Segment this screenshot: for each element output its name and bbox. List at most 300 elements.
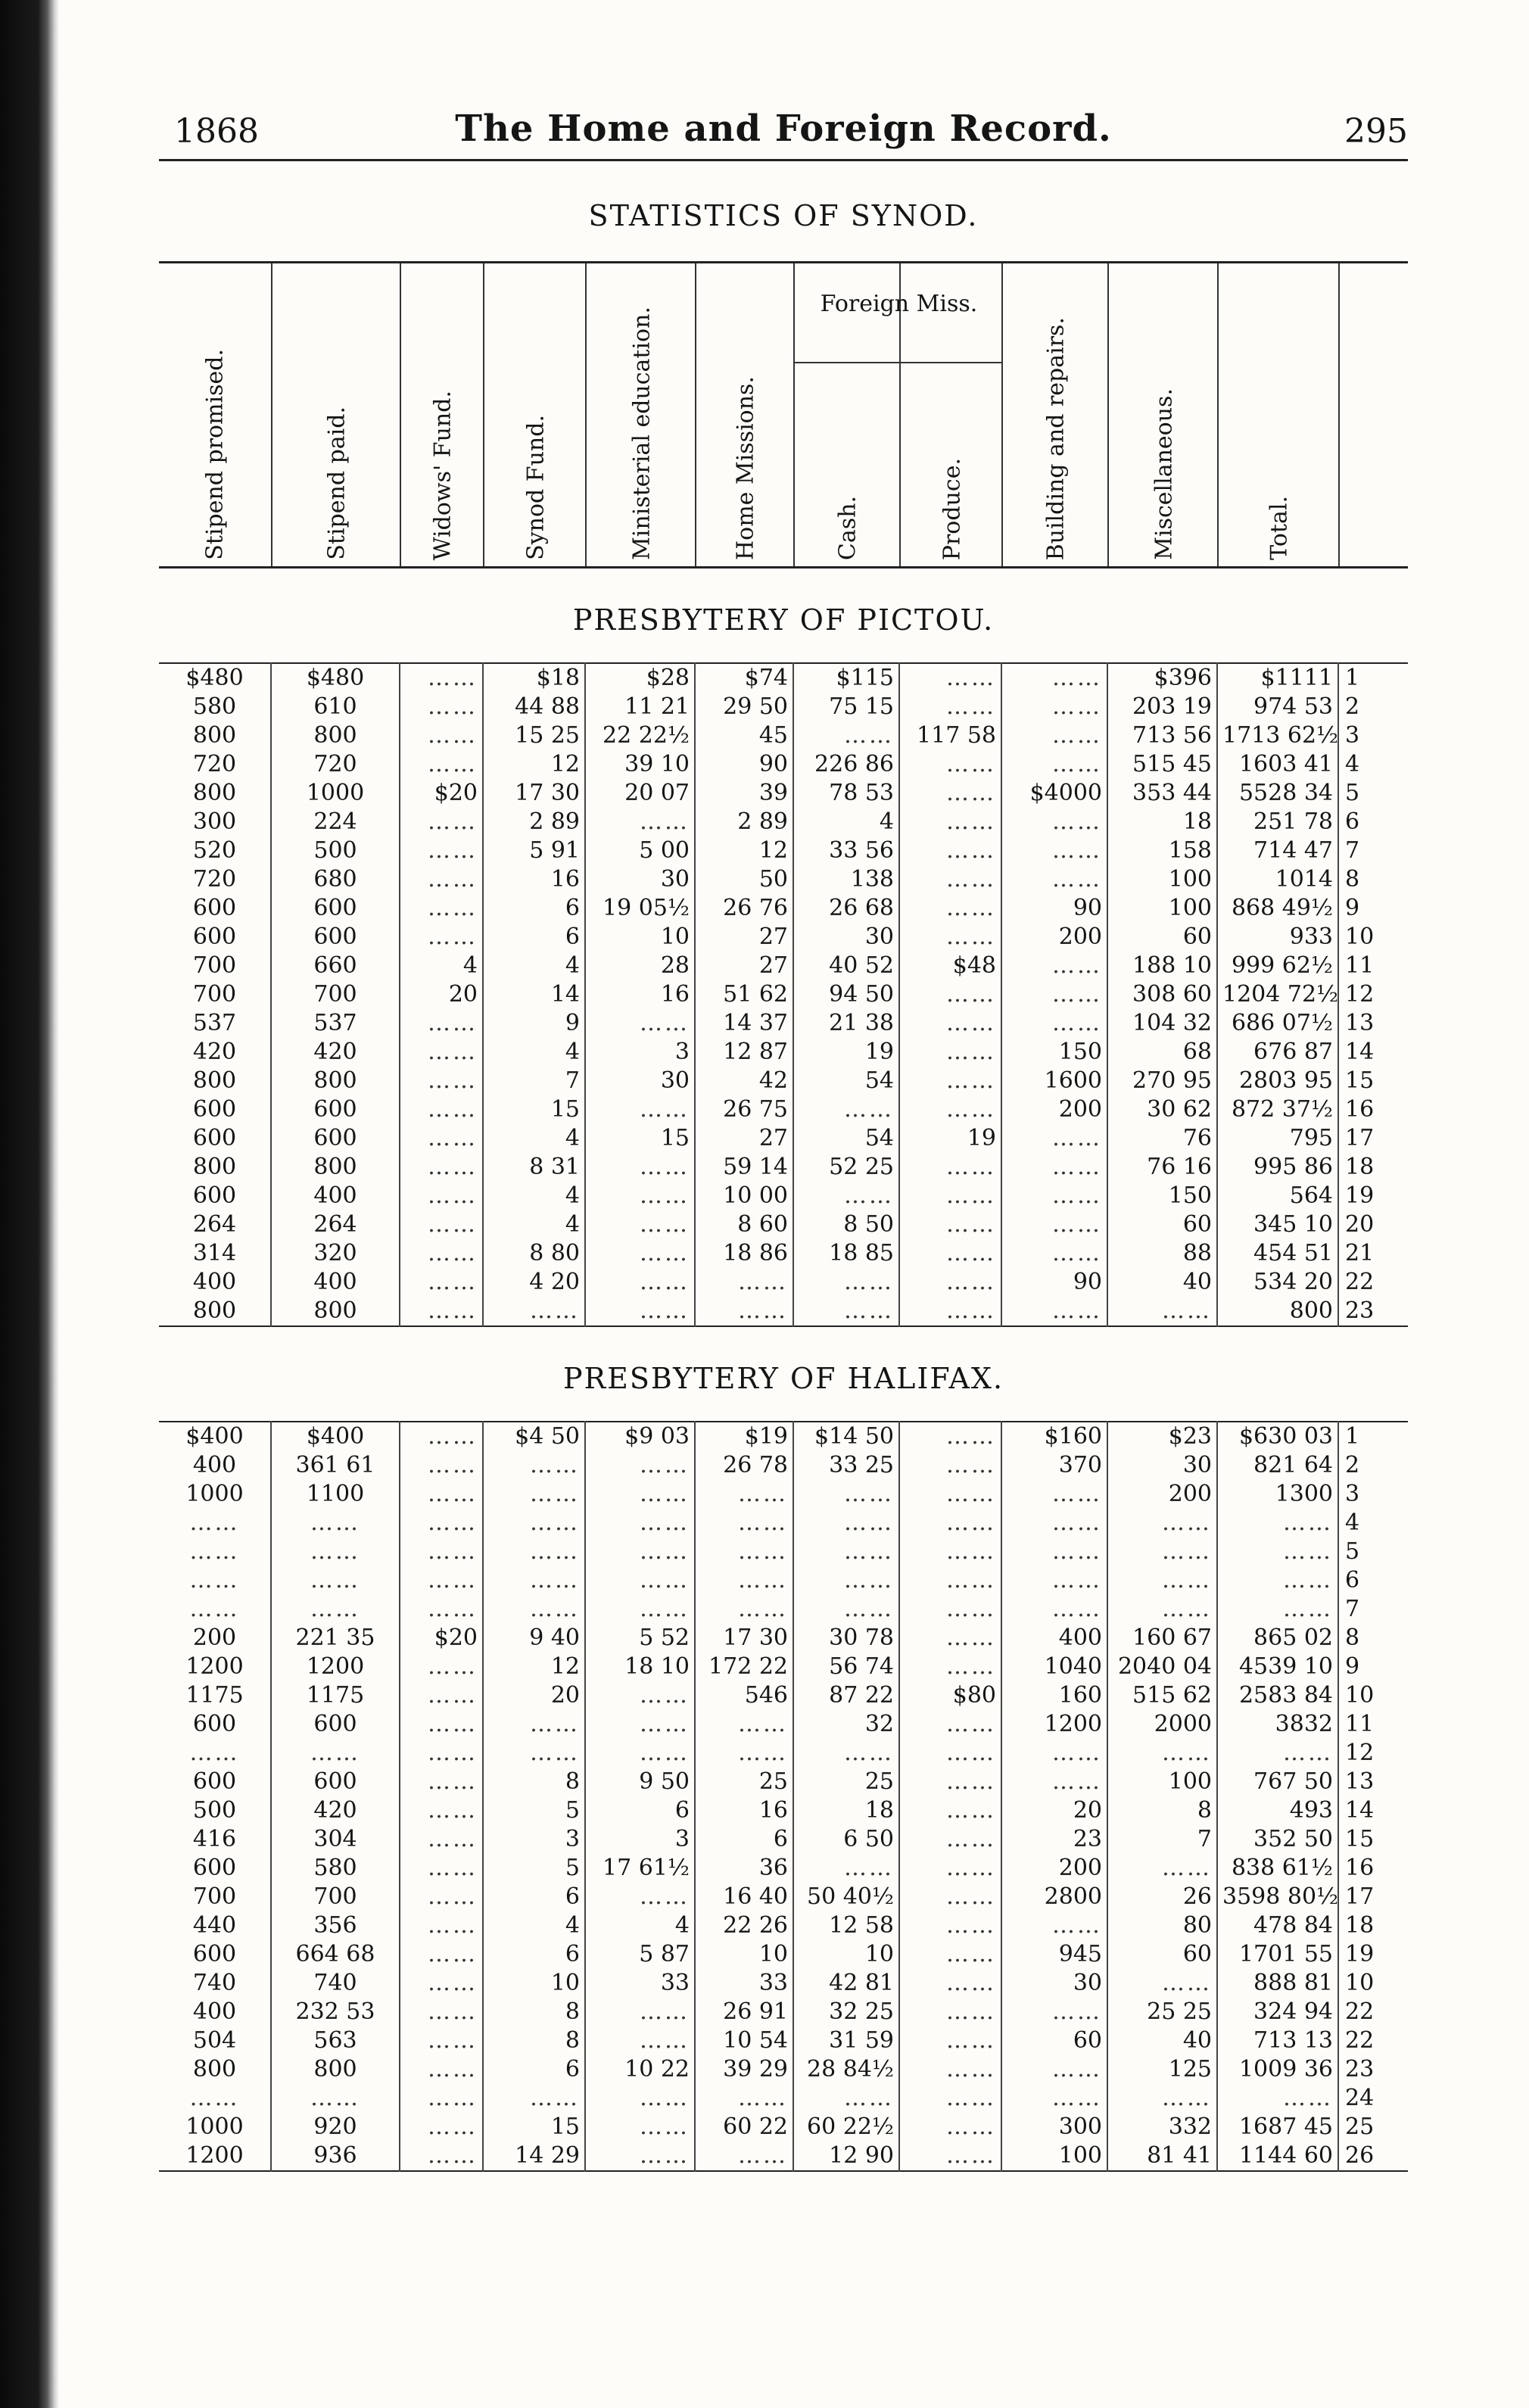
cell-ministerial-education: …… — [585, 1182, 695, 1210]
row-number: 23 — [1338, 1297, 1408, 1326]
cell-foreign-produce: …… — [899, 1268, 1001, 1297]
cell-foreign-cash: 18 85 — [793, 1239, 899, 1268]
cell-building-repairs: $4000 — [1001, 779, 1107, 808]
cell-synod-fund: 16 — [483, 865, 585, 894]
cell-foreign-cash: 21 38 — [793, 1009, 899, 1038]
cell-miscellaneous: 100 — [1107, 865, 1217, 894]
cell-total: 865 02 — [1217, 1624, 1338, 1653]
cell-stipend-paid: 361 61 — [271, 1451, 400, 1480]
cell-foreign-cash: 50 40½ — [793, 1883, 899, 1911]
cell-total: 800 — [1217, 1297, 1338, 1326]
cell-building-repairs: …… — [1001, 952, 1107, 980]
cell-synod-fund: 8 80 — [483, 1239, 585, 1268]
cell-total: 324 94 — [1217, 1998, 1338, 2026]
cell-miscellaneous: 100 — [1107, 1768, 1217, 1796]
cell-miscellaneous: 2040 04 — [1107, 1653, 1217, 1681]
cell-home-missions: $74 — [695, 663, 793, 693]
cell-synod-fund: 14 — [483, 980, 585, 1009]
cell-foreign-produce: …… — [899, 865, 1001, 894]
cell-home-missions: …… — [695, 1480, 793, 1509]
journal-title: The Home and Foreign Record. — [455, 107, 1112, 150]
cell-stipend-promised: 1000 — [185, 2114, 244, 2140]
cell-total: 478 84 — [1217, 1911, 1338, 1940]
cell-home-missions: 546 — [695, 1681, 793, 1710]
cell-home-missions: 10 00 — [695, 1182, 793, 1210]
cell-foreign-produce: …… — [899, 1739, 1001, 1768]
cell-foreign-produce: …… — [899, 1297, 1001, 1326]
cell-widows-fund: …… — [400, 1422, 483, 1451]
cell-miscellaneous: 25 25 — [1107, 1998, 1217, 2026]
cell-foreign-produce: …… — [899, 1883, 1001, 1911]
cell-foreign-cash: 30 — [793, 923, 899, 952]
table-row — [159, 1681, 1408, 1710]
cell-total: 1687 45 — [1217, 2113, 1338, 2142]
cell-foreign-produce: $80 — [899, 1681, 1001, 1710]
table-row — [159, 779, 1408, 808]
cell-widows-fund: …… — [400, 923, 483, 952]
cell-stipend-promised: …… — [189, 1740, 240, 1766]
row-number: 10 — [1338, 923, 1408, 952]
cell-synod-fund: 15 — [483, 1095, 585, 1124]
row-number: 5 — [1338, 779, 1408, 808]
presbytery-sections — [159, 603, 1408, 2172]
cell-foreign-cash: 54 — [793, 1124, 899, 1153]
cell-building-repairs: …… — [1001, 693, 1107, 721]
cell-synod-fund: …… — [483, 1480, 585, 1509]
row-number: 3 — [1338, 721, 1408, 750]
cell-miscellaneous: 60 — [1107, 1940, 1217, 1969]
cell-widows-fund: …… — [400, 1969, 483, 1998]
cell-foreign-cash: …… — [793, 1739, 899, 1768]
cell-ministerial-education: 16 — [585, 980, 695, 1009]
cell-foreign-cash: 94 50 — [793, 980, 899, 1009]
cell-synod-fund: 6 — [483, 1940, 585, 1969]
cell-stipend-paid: 680 — [271, 865, 400, 894]
cell-synod-fund: 6 — [483, 894, 585, 923]
cell-ministerial-education: 4 — [585, 1911, 695, 1940]
cell-building-repairs: …… — [1001, 1911, 1107, 1940]
cell-ministerial-education: …… — [585, 1239, 695, 1268]
cell-foreign-produce: …… — [899, 750, 1001, 779]
cell-stipend-promised: 1000 — [185, 1481, 244, 1507]
cell-ministerial-education: 19 05½ — [585, 894, 695, 923]
cell-building-repairs: …… — [1001, 1566, 1107, 1595]
cell-foreign-cash: …… — [793, 1509, 899, 1537]
cell-building-repairs: $160 — [1001, 1422, 1107, 1451]
cell-ministerial-education: 33 — [585, 1969, 695, 1998]
cell-synod-fund: …… — [483, 1509, 585, 1537]
cell-ministerial-education: 28 — [585, 952, 695, 980]
cell-building-repairs: …… — [1001, 1182, 1107, 1210]
cell-foreign-produce: …… — [899, 2142, 1001, 2171]
cell-widows-fund: …… — [400, 1009, 483, 1038]
cell-foreign-produce: …… — [899, 1940, 1001, 1969]
cell-building-repairs: 370 — [1001, 1451, 1107, 1480]
cell-foreign-cash: 10 — [793, 1940, 899, 1969]
cell-ministerial-education: …… — [585, 1681, 695, 1710]
cell-miscellaneous: 60 — [1107, 923, 1217, 952]
table-row — [159, 1566, 1408, 1595]
cell-synod-fund: 6 — [483, 2055, 585, 2084]
cell-synod-fund: 2 89 — [483, 808, 585, 836]
row-number: 22 — [1338, 1998, 1408, 2026]
cell-widows-fund: …… — [400, 1268, 483, 1297]
table-row — [159, 1796, 1408, 1825]
table-row — [159, 663, 1408, 693]
cell-stipend-promised: 1200 — [185, 1653, 244, 1680]
cell-foreign-produce: …… — [899, 1239, 1001, 1268]
cell-total: 714 47 — [1217, 836, 1338, 865]
cell-building-repairs: 30 — [1001, 1969, 1107, 1998]
table-row — [159, 2084, 1408, 2113]
cell-stipend-promised: 200 — [192, 1625, 237, 1651]
table-row — [159, 952, 1408, 980]
cell-foreign-cash: 26 68 — [793, 894, 899, 923]
header-stipend-promised — [159, 263, 271, 566]
cell-stipend-promised: 440 — [192, 1912, 237, 1939]
cell-building-repairs: 400 — [1001, 1624, 1107, 1653]
cell-total: …… — [1217, 1566, 1338, 1595]
cell-synod-fund: …… — [483, 1537, 585, 1566]
cell-synod-fund: 4 — [483, 1038, 585, 1067]
cell-synod-fund: 6 — [483, 1883, 585, 1911]
cell-miscellaneous: 203 19 — [1107, 693, 1217, 721]
cell-widows-fund: …… — [400, 1297, 483, 1326]
cell-miscellaneous: $23 — [1107, 1422, 1217, 1451]
cell-home-missions: …… — [695, 1268, 793, 1297]
table-row — [159, 1009, 1408, 1038]
cell-foreign-produce: 117 58 — [899, 721, 1001, 750]
cell-building-repairs: 100 — [1001, 2142, 1107, 2171]
row-number: 7 — [1338, 836, 1408, 865]
cell-miscellaneous: 40 — [1107, 2026, 1217, 2055]
cell-foreign-produce: 19 — [899, 1124, 1001, 1153]
cell-widows-fund: …… — [400, 1739, 483, 1768]
cell-total: 888 81 — [1217, 1969, 1338, 1998]
cell-foreign-cash: …… — [793, 1566, 899, 1595]
cell-building-repairs: …… — [1001, 2055, 1107, 2084]
cell-ministerial-education: …… — [585, 1297, 695, 1326]
header-year: 1868 — [174, 112, 259, 151]
cell-ministerial-education: 10 — [585, 923, 695, 952]
cell-home-missions: 2 89 — [695, 808, 793, 836]
row-number: 18 — [1338, 1153, 1408, 1182]
cell-home-missions: 60 22 — [695, 2113, 793, 2142]
cell-miscellaneous: 515 62 — [1107, 1681, 1217, 1710]
cell-widows-fund: 4 — [400, 952, 483, 980]
cell-widows-fund: …… — [400, 1509, 483, 1537]
cell-stipend-paid: 800 — [271, 1067, 400, 1095]
cell-synod-fund: 9 — [483, 1009, 585, 1038]
cell-building-repairs: 1200 — [1001, 1710, 1107, 1739]
cell-widows-fund: …… — [400, 808, 483, 836]
cell-stipend-promised: 800 — [192, 780, 237, 806]
cell-total: 534 20 — [1217, 1268, 1338, 1297]
row-number: 11 — [1338, 1710, 1408, 1739]
header-label: Produce. — [939, 457, 965, 560]
cell-total: 933 — [1217, 923, 1338, 952]
cell-home-missions: …… — [695, 1710, 793, 1739]
row-number: 16 — [1338, 1095, 1408, 1124]
cell-stipend-promised: 400 — [192, 1998, 237, 2025]
cell-synod-fund: …… — [483, 1297, 585, 1326]
table-row — [159, 980, 1408, 1009]
cell-widows-fund: …… — [400, 1653, 483, 1681]
cell-total: …… — [1217, 1537, 1338, 1566]
cell-home-missions: 51 62 — [695, 980, 793, 1009]
cell-widows-fund: …… — [400, 721, 483, 750]
cell-building-repairs: 20 — [1001, 1796, 1107, 1825]
cell-widows-fund: …… — [400, 1480, 483, 1509]
cell-miscellaneous: $396 — [1107, 663, 1217, 693]
cell-miscellaneous: …… — [1107, 1537, 1217, 1566]
cell-ministerial-education: 9 50 — [585, 1768, 695, 1796]
presbytery-title: PRESBYTERY OF HALIFAX. — [562, 1362, 1004, 1395]
cell-miscellaneous: 80 — [1107, 1911, 1217, 1940]
cell-total: 872 37½ — [1217, 1095, 1338, 1124]
cell-stipend-paid: 1175 — [271, 1681, 400, 1710]
cell-widows-fund: …… — [400, 1239, 483, 1268]
cell-stipend-promised: $400 — [185, 1423, 244, 1450]
cell-widows-fund: …… — [400, 2084, 483, 2113]
row-number: 10 — [1338, 1969, 1408, 1998]
row-number: 17 — [1338, 1124, 1408, 1153]
row-number: 16 — [1338, 1854, 1408, 1883]
cell-home-missions: 45 — [695, 721, 793, 750]
cell-ministerial-education: …… — [585, 808, 695, 836]
cell-home-missions: …… — [695, 1566, 793, 1595]
table-row — [159, 808, 1408, 836]
cell-foreign-produce: …… — [899, 779, 1001, 808]
cell-total: 3832 — [1217, 1710, 1338, 1739]
cell-building-repairs: 300 — [1001, 2113, 1107, 2142]
cell-synod-fund: 5 — [483, 1854, 585, 1883]
cell-stipend-promised: $480 — [185, 665, 244, 691]
table-row — [159, 1883, 1408, 1911]
cell-foreign-produce: …… — [899, 1480, 1001, 1509]
cell-total: 454 51 — [1217, 1239, 1338, 1268]
cell-foreign-cash: 32 — [793, 1710, 899, 1739]
cell-stipend-paid: 600 — [271, 1768, 400, 1796]
presbytery-table — [159, 1421, 1408, 2172]
cell-widows-fund: …… — [400, 1038, 483, 1067]
cell-foreign-produce: …… — [899, 1095, 1001, 1124]
cell-miscellaneous: 188 10 — [1107, 952, 1217, 980]
cell-ministerial-education: 3 — [585, 1825, 695, 1854]
cell-foreign-produce: …… — [899, 1653, 1001, 1681]
cell-stipend-promised: 400 — [192, 1452, 237, 1478]
cell-home-missions: 39 — [695, 779, 793, 808]
cell-foreign-produce: …… — [899, 1998, 1001, 2026]
cell-foreign-cash: 33 56 — [793, 836, 899, 865]
cell-building-repairs: …… — [1001, 1537, 1107, 1566]
table-row — [159, 836, 1408, 865]
cell-foreign-produce: …… — [899, 1854, 1001, 1883]
header-index-column — [1338, 263, 1409, 566]
row-number: 12 — [1338, 980, 1408, 1009]
cell-synod-fund: 15 25 — [483, 721, 585, 750]
cell-total: 1701 55 — [1217, 1940, 1338, 1969]
cell-synod-fund: 4 — [483, 952, 585, 980]
cell-widows-fund: $20 — [400, 779, 483, 808]
header-label: Total. — [1266, 496, 1293, 560]
cell-widows-fund: …… — [400, 1537, 483, 1566]
cell-stipend-paid: …… — [271, 1566, 400, 1595]
cell-foreign-cash: 18 — [793, 1796, 899, 1825]
table-row — [159, 1911, 1408, 1940]
row-number: 6 — [1338, 1566, 1408, 1595]
cell-total: 1603 41 — [1217, 750, 1338, 779]
cell-home-missions: 27 — [695, 923, 793, 952]
row-number: 2 — [1338, 1451, 1408, 1480]
row-number: 12 — [1338, 1739, 1408, 1768]
cell-home-missions: 17 30 — [695, 1624, 793, 1653]
cell-synod-fund: …… — [483, 1710, 585, 1739]
cell-foreign-cash: 40 52 — [793, 952, 899, 980]
cell-foreign-cash: …… — [793, 1268, 899, 1297]
table-row — [159, 1153, 1408, 1182]
row-number: 1 — [1338, 1422, 1408, 1451]
cell-total: 251 78 — [1217, 808, 1338, 836]
cell-foreign-produce: …… — [899, 2026, 1001, 2055]
cell-home-missions: 36 — [695, 1854, 793, 1883]
table-row — [159, 721, 1408, 750]
table-row — [159, 1653, 1408, 1681]
cell-total: …… — [1217, 1595, 1338, 1624]
cell-ministerial-education: …… — [585, 2026, 695, 2055]
cell-stipend-promised: 400 — [192, 1269, 237, 1295]
cell-foreign-cash: 33 25 — [793, 1451, 899, 1480]
cell-stipend-paid: 224 — [271, 808, 400, 836]
cell-foreign-produce: …… — [899, 808, 1001, 836]
cell-widows-fund: 20 — [400, 980, 483, 1009]
cell-stipend-promised: 600 — [192, 1941, 237, 1967]
cell-widows-fund: …… — [400, 2055, 483, 2084]
cell-miscellaneous: 18 — [1107, 808, 1217, 836]
cell-widows-fund: …… — [400, 894, 483, 923]
cell-home-missions: 29 50 — [695, 693, 793, 721]
table-row — [159, 1422, 1408, 1451]
cell-synod-fund: 4 — [483, 1210, 585, 1239]
cell-ministerial-education: 11 21 — [585, 693, 695, 721]
cell-total: …… — [1217, 1739, 1338, 1768]
cell-synod-fund: 14 29 — [483, 2142, 585, 2171]
header-label: Synod Fund. — [522, 415, 549, 560]
cell-ministerial-education: …… — [585, 1509, 695, 1537]
cell-stipend-promised: 800 — [192, 1067, 237, 1094]
page — [159, 106, 1408, 2339]
cell-ministerial-education: 39 10 — [585, 750, 695, 779]
cell-miscellaneous: 76 — [1107, 1124, 1217, 1153]
cell-foreign-cash: …… — [793, 1182, 899, 1210]
cell-miscellaneous: 76 16 — [1107, 1153, 1217, 1182]
cell-home-missions: 39 29 — [695, 2055, 793, 2084]
cell-stipend-paid: $400 — [271, 1422, 400, 1451]
cell-foreign-cash: 25 — [793, 1768, 899, 1796]
cell-stipend-paid: 400 — [271, 1268, 400, 1297]
cell-ministerial-education: …… — [585, 1268, 695, 1297]
cell-miscellaneous: 26 — [1107, 1883, 1217, 1911]
cell-stipend-paid: 320 — [271, 1239, 400, 1268]
cell-synod-fund: 3 — [483, 1825, 585, 1854]
row-number: 19 — [1338, 1182, 1408, 1210]
row-number: 6 — [1338, 808, 1408, 836]
row-number: 14 — [1338, 1796, 1408, 1825]
row-number: 22 — [1338, 1268, 1408, 1297]
cell-ministerial-education: 3 — [585, 1038, 695, 1067]
cell-synod-fund: 4 — [483, 1124, 585, 1153]
cell-synod-fund: $4 50 — [483, 1422, 585, 1451]
cell-stipend-paid: 800 — [271, 721, 400, 750]
cell-foreign-produce: …… — [899, 1009, 1001, 1038]
cell-ministerial-education: …… — [585, 1095, 695, 1124]
header-widows-fund — [400, 263, 484, 566]
cell-synod-fund: …… — [483, 1566, 585, 1595]
cell-ministerial-education: …… — [585, 1537, 695, 1566]
cell-foreign-produce: …… — [899, 1210, 1001, 1239]
row-number: 9 — [1338, 1653, 1408, 1681]
header-synod-fund — [483, 263, 587, 566]
cell-foreign-produce: …… — [899, 1067, 1001, 1095]
cell-ministerial-education: …… — [585, 1998, 695, 2026]
cell-ministerial-education: 5 00 — [585, 836, 695, 865]
cell-stipend-paid: 420 — [271, 1796, 400, 1825]
cell-stipend-paid: 600 — [271, 1124, 400, 1153]
row-number: 11 — [1338, 952, 1408, 980]
cell-stipend-paid: 1200 — [271, 1653, 400, 1681]
cell-foreign-cash: 31 59 — [793, 2026, 899, 2055]
row-number: 8 — [1338, 1624, 1408, 1653]
cell-stipend-paid: 264 — [271, 1210, 400, 1239]
cell-stipend-paid: 700 — [271, 1883, 400, 1911]
cell-foreign-cash: 19 — [793, 1038, 899, 1067]
cell-stipend-paid: 500 — [271, 836, 400, 865]
cell-miscellaneous: 104 32 — [1107, 1009, 1217, 1038]
cell-ministerial-education: 30 — [585, 1067, 695, 1095]
cell-foreign-produce: …… — [899, 2113, 1001, 2142]
cell-stipend-paid: 600 — [271, 923, 400, 952]
cell-total: 868 49½ — [1217, 894, 1338, 923]
cell-widows-fund: …… — [400, 2142, 483, 2171]
row-number: 26 — [1338, 2142, 1408, 2171]
header-label: Cash. — [834, 495, 861, 560]
cell-foreign-produce: …… — [899, 1182, 1001, 1210]
cell-stipend-promised: 700 — [192, 952, 237, 979]
table-row — [159, 1940, 1408, 1969]
cell-widows-fund: …… — [400, 693, 483, 721]
cell-total: 352 50 — [1217, 1825, 1338, 1854]
row-number: 21 — [1338, 1239, 1408, 1268]
cell-widows-fund: …… — [400, 1566, 483, 1595]
cell-synod-fund: 12 — [483, 1653, 585, 1681]
cell-widows-fund: …… — [400, 1854, 483, 1883]
cell-stipend-promised: 314 — [192, 1240, 237, 1266]
cell-synod-fund: $18 — [483, 663, 585, 693]
cell-miscellaneous: 353 44 — [1107, 779, 1217, 808]
cell-total: 1144 60 — [1217, 2142, 1338, 2171]
cell-home-missions: 42 — [695, 1067, 793, 1095]
cell-miscellaneous: 713 56 — [1107, 721, 1217, 750]
cell-miscellaneous: 7 — [1107, 1825, 1217, 1854]
cell-foreign-produce: …… — [899, 1768, 1001, 1796]
cell-building-repairs: …… — [1001, 1480, 1107, 1509]
cell-miscellaneous: …… — [1107, 1969, 1217, 1998]
cell-foreign-cash: …… — [793, 1297, 899, 1326]
cell-foreign-produce: …… — [899, 894, 1001, 923]
cell-miscellaneous: 100 — [1107, 894, 1217, 923]
cell-stipend-promised: 264 — [192, 1211, 237, 1238]
table-row — [159, 1710, 1408, 1739]
